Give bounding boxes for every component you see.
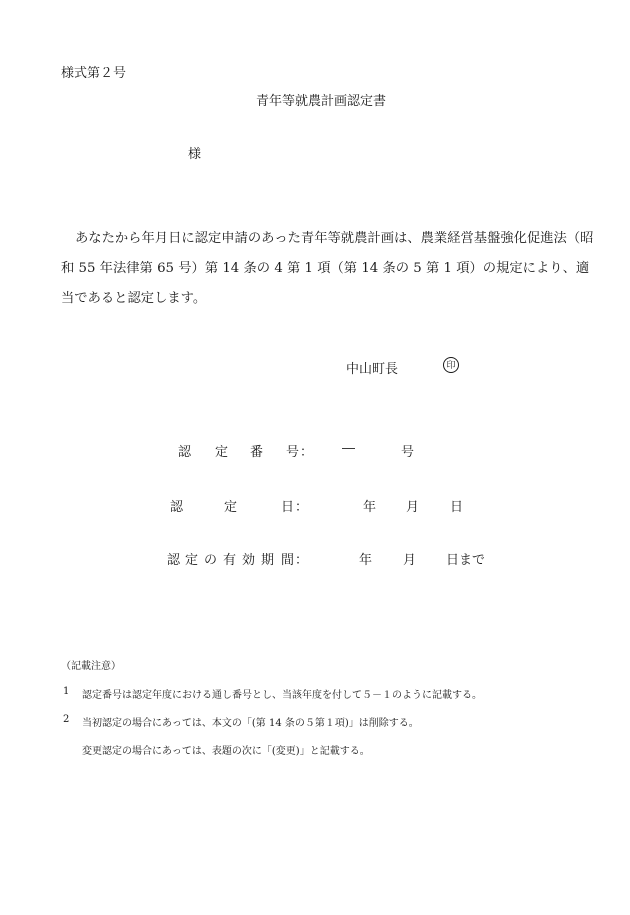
validity-label-char: の	[204, 553, 218, 568]
cert-number-label-char: 号	[286, 445, 300, 460]
validity-label-char: 定	[185, 553, 199, 568]
cert-date-label-char: 日	[281, 500, 295, 515]
validity-label-char: 認	[167, 553, 181, 568]
seal-mark: 印	[443, 357, 459, 373]
recipient-suffix: 様	[188, 147, 202, 162]
cert-date-day: 日	[450, 500, 464, 515]
cert-number-dash: ―	[342, 441, 355, 456]
note-text: 変更認定の場合にあっては、表題の次に「(変更)」と記載する。	[82, 746, 370, 757]
cert-date-label-char: 認	[170, 500, 184, 515]
cert-date-year: 年	[363, 500, 377, 515]
cert-number-label-char: 認	[178, 445, 192, 460]
validity-label-char: 期	[261, 553, 275, 568]
issuer-name: 中山町長	[346, 362, 399, 377]
cert-date-colon: ：	[295, 500, 309, 515]
cert-number-suffix: 号	[401, 445, 415, 460]
cert-number-label-char: 番	[250, 445, 264, 460]
cert-number-label-char: 定	[215, 445, 229, 460]
cert-number-colon: ：	[300, 445, 314, 460]
certification-body: あなたから年月日に認定申請のあった青年等就農計画は、農業経営基盤強化促進法（昭和 55 年法律第 65 号）第 14 条の 4 第 1 項（第 14 条の 5 第 1 項）の規定により、適当であると認定します。	[61, 231, 594, 306]
note-text: 認定番号は認定年度における通し番号とし、当該年度を付して５－１のように記載する。	[82, 690, 482, 701]
cert-date-label-char: 定	[224, 500, 238, 515]
validity-label-char: 間	[281, 553, 295, 568]
validity-colon: ：	[295, 553, 309, 568]
cert-date-month: 月	[406, 500, 420, 515]
validity-year: 年	[359, 553, 373, 568]
validity-label-char: 有	[223, 553, 237, 568]
note-number: 2	[63, 714, 70, 725]
document-title: 青年等就農計画認定書	[256, 94, 387, 109]
note-number: 1	[63, 686, 70, 697]
validity-month: 月	[403, 553, 417, 568]
form-number: 様式第２号	[61, 66, 127, 81]
validity-day-until: 日まで	[446, 553, 486, 568]
notes-heading: （記載注意）	[61, 661, 121, 672]
note-text: 当初認定の場合にあっては、本文の「(第 14 条の５第１項)」は削除する。	[82, 718, 419, 729]
validity-label-char: 効	[242, 553, 256, 568]
